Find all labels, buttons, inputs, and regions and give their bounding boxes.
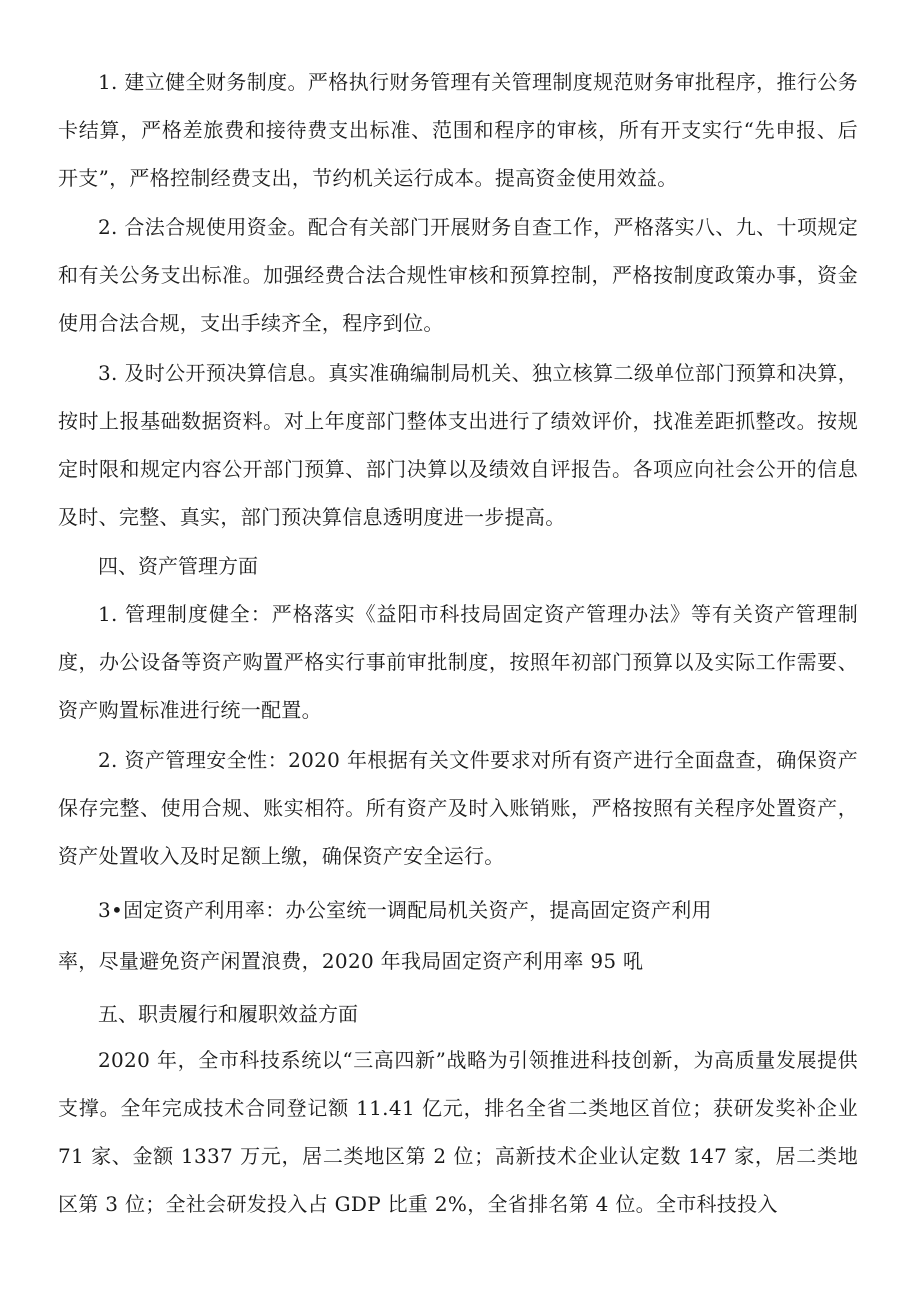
paragraph-asset-utilization-line2: 率，尽量避免资产闲置浪费，2020 年我局固定资产利用率 95 吼 — [58, 949, 644, 973]
paragraph-asset-safety: 2. 资产管理安全性：2020 年根据有关文件要求对所有资产进行全面盘查，确保资产保存完整、使用合规、账实相符。所有资产及时入账销账，严格按照有关程序处置资产，资产处置收入及时足额上缴，确保资产安全运行。 — [58, 748, 858, 868]
paragraph-asset-utilization-line1: 3•固定资产利用率：办公室统一调配局机关资产，提高固定资产利用 — [98, 898, 712, 922]
paragraph-finance-system: 1. 建立健全财务制度。严格执行财务管理有关管理制度规范财务审批程序，推行公务卡结算，严格差旅费和接待费支出标准、范围和程序的审核，所有开支实行“先申报、后开支”，严格控制经费支出，节约机关运行成本。提高资金使用效益。 — [58, 70, 858, 190]
section-heading-duty-performance: 五、职责履行和履职效益方面 — [98, 1002, 358, 1026]
paragraph-budget-disclosure: 3. 及时公开预决算信息。真实准确编制局机关、独立核算二级单位部门预算和决算，按时上报基础数据资料。对上年度部门整体支出进行了绩效评价，找准差距抓整改。按规定时限和规定内容公开部门预算、部门决算以及绩效自评报告。各项应向社会公开的信息及时、完整、真实，部门预决算信息透明度进一步提高。 — [58, 361, 858, 529]
paragraph-asset-system: 1. 管理制度健全：严格落实《益阳市科技局固定资产管理办法》等有关资产管理制度，办公设备等资产购置严格实行事前审批制度，按照年初部门预算以及实际工作需要、资产购置标准进行统一配置。 — [58, 602, 858, 722]
paragraph-fund-compliance: 2. 合法合规使用资金。配合有关部门开展财务自查工作，严格落实八、九、十项规定和有关公务支出标准。加强经费合法合规性审核和预算控制，严格按制度政策办事，资金使用合法合规，支出手续齐全，程序到位。 — [58, 215, 858, 335]
section-heading-asset-management: 四、资产管理方面 — [98, 554, 258, 578]
paragraph-tech-achievements: 2020 年，全市科技系统以“三高四新”战略为引领推进科技创新，为高质量发展提供支撑。全年完成技术合同登记额 11.41 亿元，排名全省二类地区首位；获研发奖补企业 71 家、金额 1337 万元，居二类地区第 2 位；高新技术企业认定数 147 家，居二类地区第 3 位；全社会研发投入占 GDP 比重 2%，全省排名第 4 位。全市科技投入 — [58, 1048, 858, 1216]
